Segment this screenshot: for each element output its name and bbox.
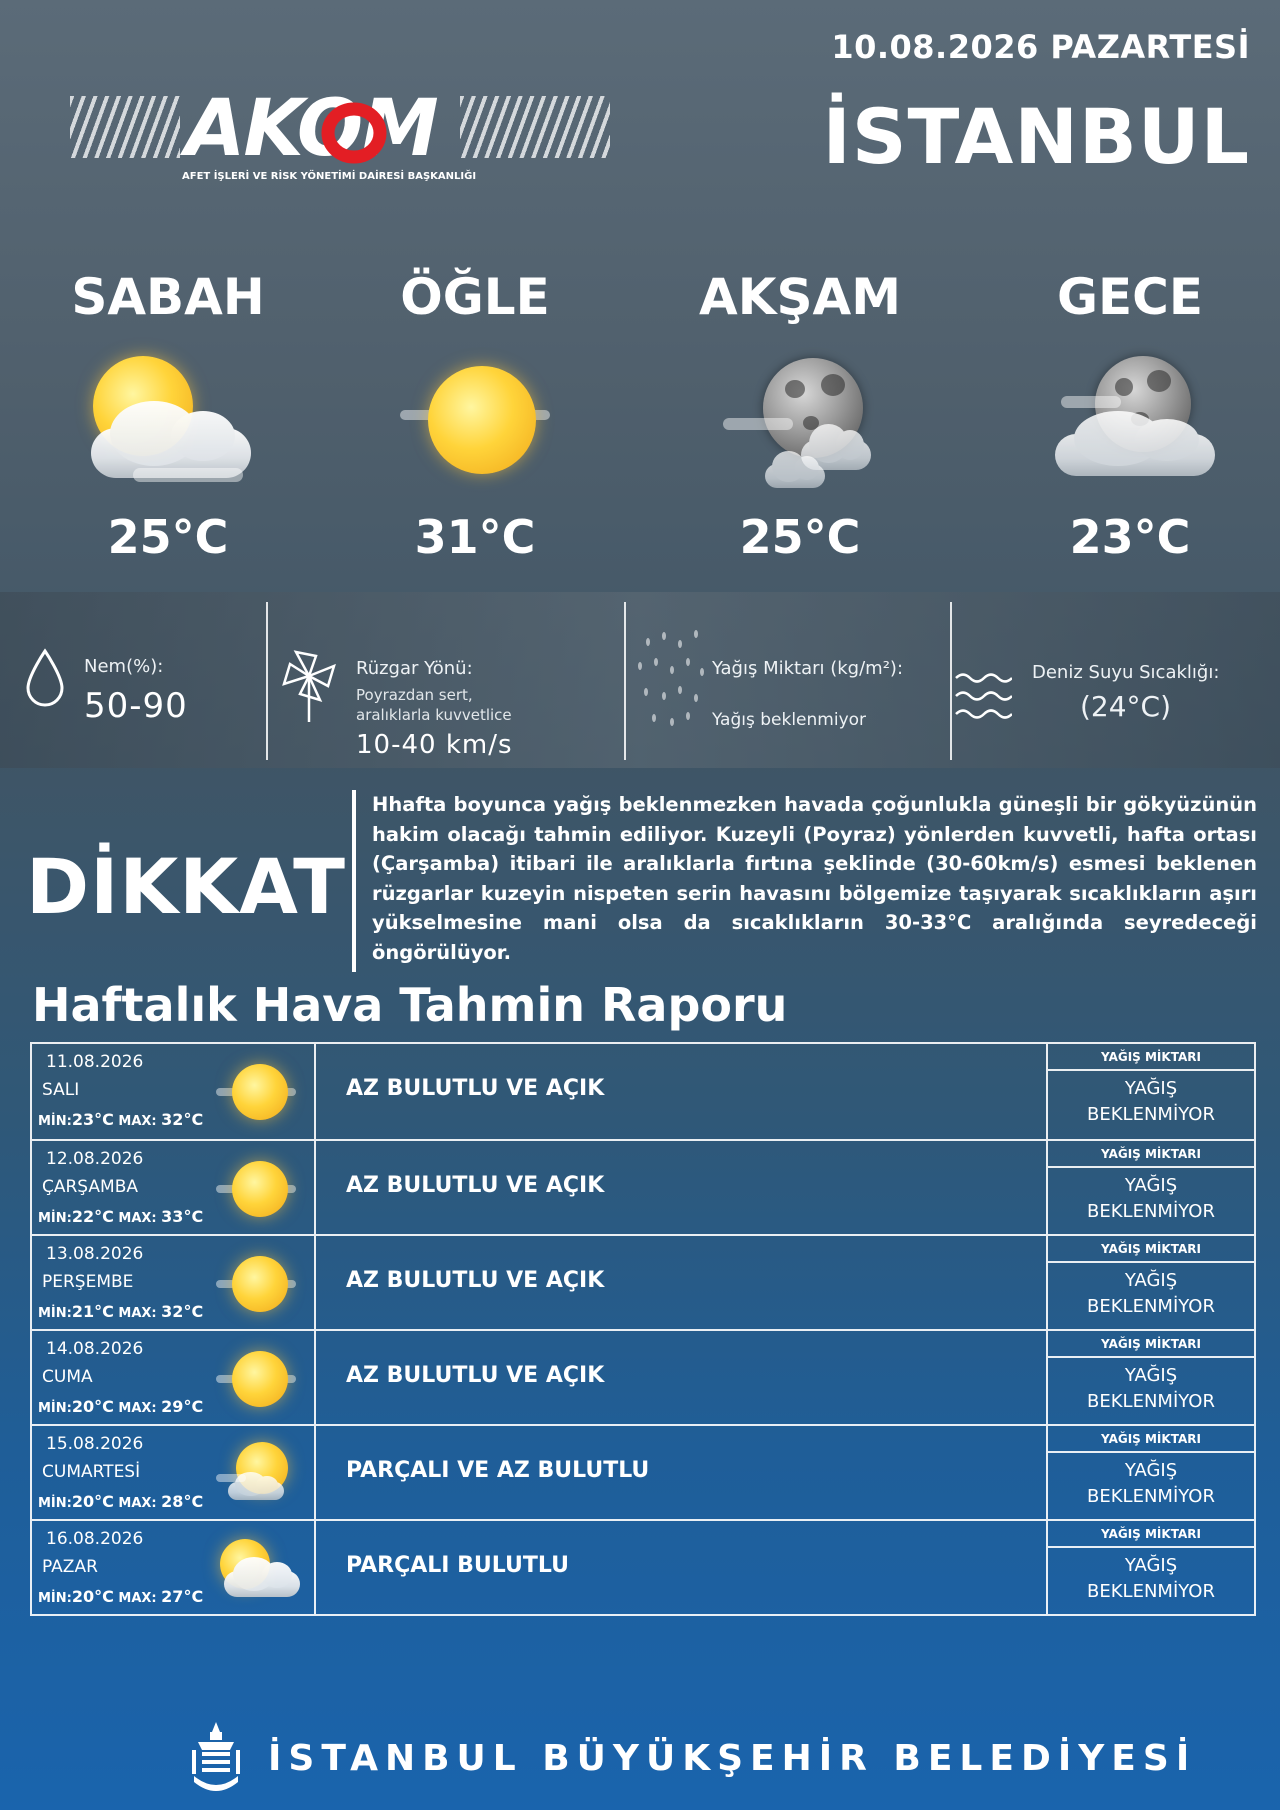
day-name: SALI: [42, 1080, 80, 1100]
period-gece: [980, 268, 1280, 564]
table-row: [32, 1044, 1254, 1139]
forecast-description: AZ BULUTLU VE AÇIK: [346, 1363, 605, 1388]
rain-value-line-2: BEKLENMİYOR: [1087, 1391, 1215, 1412]
divider: [266, 602, 268, 760]
rain-header: YAĞIŞ MİKTARI: [1048, 1331, 1254, 1358]
ibb-emblem-icon: [188, 1720, 244, 1796]
rain-header: YAĞIŞ MİKTARI: [1048, 1426, 1254, 1453]
alert-title: DİKKAT: [26, 842, 346, 931]
day-name: PAZAR: [42, 1557, 98, 1577]
moon-with-clouds-icon: [1035, 348, 1225, 498]
min-label: MİN:: [38, 1401, 72, 1416]
rain-value-line-1: YAĞIŞ: [1124, 1365, 1178, 1386]
description-cell: [316, 1521, 1048, 1614]
day-minmax: [38, 1302, 203, 1321]
sun-icon: [214, 1155, 304, 1225]
rain-cell: [1048, 1426, 1254, 1519]
rain-drops-icon: [628, 622, 708, 732]
rain-cell: [1048, 1044, 1254, 1139]
max-label: MAX:: [118, 1211, 157, 1226]
sun-icon: [214, 1250, 304, 1320]
rain-value: [1048, 1268, 1254, 1320]
forecast-description: AZ BULUTLU VE AÇIK: [346, 1173, 605, 1198]
footer: [188, 1720, 1197, 1800]
logo-stripes-left: [70, 96, 180, 158]
max-value: 27°C: [161, 1587, 204, 1606]
weekly-table: [30, 1042, 1256, 1616]
period-aksam: [650, 268, 950, 564]
sun-with-clouds-icon: [214, 1440, 304, 1510]
max-value: 28°C: [161, 1492, 204, 1511]
sun-icon: [214, 1058, 304, 1128]
day-cell: [32, 1331, 316, 1424]
period-name: GECE: [1056, 268, 1204, 326]
day-date: 13.08.2026: [46, 1244, 144, 1264]
rain-value-line-1: YAĞIŞ: [1124, 1555, 1178, 1576]
wind-desc-2: aralıklarla kuvvetlice: [356, 706, 512, 724]
akom-logo: [70, 84, 610, 188]
day-date: 15.08.2026: [46, 1434, 144, 1454]
logo-stripes-right: [460, 96, 610, 158]
report-date: 10.08.2026 PAZARTESİ: [831, 28, 1250, 66]
min-label: MİN:: [38, 1211, 72, 1226]
day-date: 11.08.2026: [46, 1052, 144, 1072]
period-temp: 31°C: [414, 510, 536, 564]
moon-with-clouds-icon: [705, 348, 895, 498]
description-cell: [316, 1141, 1048, 1234]
min-value: 23°C: [71, 1110, 114, 1129]
rain-value-line-2: BEKLENMİYOR: [1087, 1486, 1215, 1507]
logo-subtitle: AFET İŞLERİ VE RİSK YÖNETİMİ DAİRESİ BAŞKANLIĞI: [182, 171, 477, 182]
rain-value: [1048, 1076, 1254, 1128]
min-value: 20°C: [71, 1397, 114, 1416]
day-minmax: [38, 1397, 203, 1416]
period-name: SABAH: [71, 268, 265, 326]
weekly-title: Haftalık Hava Tahmin Raporu: [32, 978, 788, 1032]
sea-waves-icon: [954, 668, 1012, 724]
day-minmax: [38, 1492, 203, 1511]
day-cell: [32, 1141, 316, 1234]
divider: [950, 602, 952, 760]
period-temp: 23°C: [1069, 510, 1191, 564]
rain-value-line-2: BEKLENMİYOR: [1087, 1581, 1215, 1602]
day-cell: [32, 1521, 316, 1614]
rain-value: [1048, 1363, 1254, 1415]
humidity-label: Nem(%):: [84, 656, 164, 677]
rain-cell: [1048, 1521, 1254, 1614]
day-date: 16.08.2026: [46, 1529, 144, 1549]
day-date: 14.08.2026: [46, 1339, 144, 1359]
period-sabah: [18, 268, 318, 564]
table-row: [32, 1139, 1254, 1234]
conditions-strip: [0, 592, 1280, 768]
max-label: MAX:: [118, 1591, 157, 1606]
period-temp: 25°C: [739, 510, 861, 564]
alert-divider: [352, 790, 356, 972]
period-name: AKŞAM: [699, 268, 901, 326]
alert-text: Hhafta boyunca yağış beklenmezken havada çoğunlukla güneşli bir gökyüzünün hakim olacağı tahmin ediliyor. Kuzeyli (Poyraz) yönlerden kuvvetli, hafta ortası (Çarşamba) itibari ile aralıklarla fırtına şeklinde (30-60km/s) esmesi beklenen rüzgarlar kuzeyin nispeten serin havasını bölgemize taşıyarak sıcaklıkların aşırı yükselmesine mani olsa da sıcaklıkların 30-33°C aralığında seyredeceği öngörülüyor.: [372, 793, 1257, 964]
day-name: PERŞEMBE: [42, 1272, 134, 1292]
sun-behind-cloud-icon: [214, 1535, 304, 1605]
max-value: 29°C: [161, 1397, 204, 1416]
max-value: 32°C: [161, 1110, 204, 1129]
city-title: İSTANBUL: [822, 92, 1250, 181]
sea-value: (24°C): [1080, 690, 1172, 723]
day-cell: [32, 1236, 316, 1329]
rain-header: YAĞIŞ MİKTARI: [1048, 1521, 1254, 1548]
divider: [624, 602, 626, 760]
min-label: MİN:: [38, 1114, 72, 1129]
rain-value-line-1: YAĞIŞ: [1124, 1175, 1178, 1196]
forecast-description: AZ BULUTLU VE AÇIK: [346, 1268, 605, 1293]
min-label: MİN:: [38, 1591, 72, 1606]
rain-value-line-1: YAĞIŞ: [1124, 1270, 1178, 1291]
forecast-description: AZ BULUTLU VE AÇIK: [346, 1076, 605, 1101]
period-ogle: [325, 268, 625, 564]
rain-value-line-2: BEKLENMİYOR: [1087, 1104, 1215, 1125]
rain-value-line-2: BEKLENMİYOR: [1087, 1296, 1215, 1317]
max-value: 33°C: [161, 1207, 204, 1226]
wind-label: Rüzgar Yönü:: [356, 658, 473, 679]
min-value: 20°C: [71, 1492, 114, 1511]
day-minmax: [38, 1587, 203, 1606]
sun-icon: [380, 348, 570, 498]
rain-header: YAĞIŞ MİKTARI: [1048, 1141, 1254, 1168]
rain-cell: [1048, 1331, 1254, 1424]
rain-value-line-1: YAĞIŞ: [1124, 1078, 1178, 1099]
day-name: CUMARTESİ: [42, 1462, 141, 1482]
forecast-description: PARÇALI VE AZ BULUTLU: [346, 1458, 650, 1483]
description-cell: [316, 1426, 1048, 1519]
humidity-value: 50-90: [84, 686, 188, 726]
table-row: [32, 1519, 1254, 1614]
max-label: MAX:: [118, 1114, 157, 1129]
wind-desc-1: Poyrazdan sert,: [356, 686, 473, 704]
logo-text: AKOM: [185, 84, 437, 174]
rain-value-line-1: YAĞIŞ: [1124, 1460, 1178, 1481]
min-label: MİN:: [38, 1306, 72, 1321]
rain-cell: [1048, 1236, 1254, 1329]
max-label: MAX:: [118, 1401, 157, 1416]
wind-value: 10-40 km/s: [356, 730, 513, 760]
rain-value: [1048, 1553, 1254, 1605]
min-value: 22°C: [71, 1207, 114, 1226]
pinwheel-icon: [276, 642, 342, 724]
rain-value: [1048, 1173, 1254, 1225]
sun-icon: [214, 1345, 304, 1415]
water-drop-icon: [24, 648, 66, 710]
min-value: 20°C: [71, 1587, 114, 1606]
day-name: ÇARŞAMBA: [42, 1177, 139, 1197]
table-row: [32, 1329, 1254, 1424]
description-cell: [316, 1044, 1048, 1139]
min-value: 21°C: [71, 1302, 114, 1321]
logo-ring-icon: [318, 102, 390, 164]
description-cell: [316, 1331, 1048, 1424]
day-cell: [32, 1426, 316, 1519]
rain-label: Yağış Miktarı (kg/m²):: [712, 658, 904, 679]
period-name: ÖĞLE: [400, 268, 550, 326]
rain-value: Yağış beklenmiyor: [712, 710, 867, 730]
max-label: MAX:: [118, 1496, 157, 1511]
day-name: CUMA: [42, 1367, 93, 1387]
rain-header: YAĞIŞ MİKTARI: [1048, 1236, 1254, 1263]
table-row: [32, 1424, 1254, 1519]
table-row: [32, 1234, 1254, 1329]
day-minmax: [38, 1207, 203, 1226]
rain-header: YAĞIŞ MİKTARI: [1048, 1044, 1254, 1071]
rain-value-line-2: BEKLENMİYOR: [1087, 1201, 1215, 1222]
rain-value: [1048, 1458, 1254, 1510]
day-date: 12.08.2026: [46, 1149, 144, 1169]
rain-cell: [1048, 1141, 1254, 1234]
footer-text: İSTANBUL BÜYÜKŞEHİR BELEDİYESİ: [268, 1738, 1197, 1779]
max-label: MAX:: [118, 1306, 157, 1321]
period-temp: 25°C: [107, 510, 229, 564]
day-minmax: [38, 1110, 203, 1129]
description-cell: [316, 1236, 1048, 1329]
forecast-description: PARÇALI BULUTLU: [346, 1553, 569, 1578]
min-label: MİN:: [38, 1496, 72, 1511]
max-value: 32°C: [161, 1302, 204, 1321]
sun-behind-cloud-icon: [73, 348, 263, 498]
day-cell: [32, 1044, 316, 1139]
sea-label: Deniz Suyu Sıcaklığı:: [1032, 662, 1220, 683]
